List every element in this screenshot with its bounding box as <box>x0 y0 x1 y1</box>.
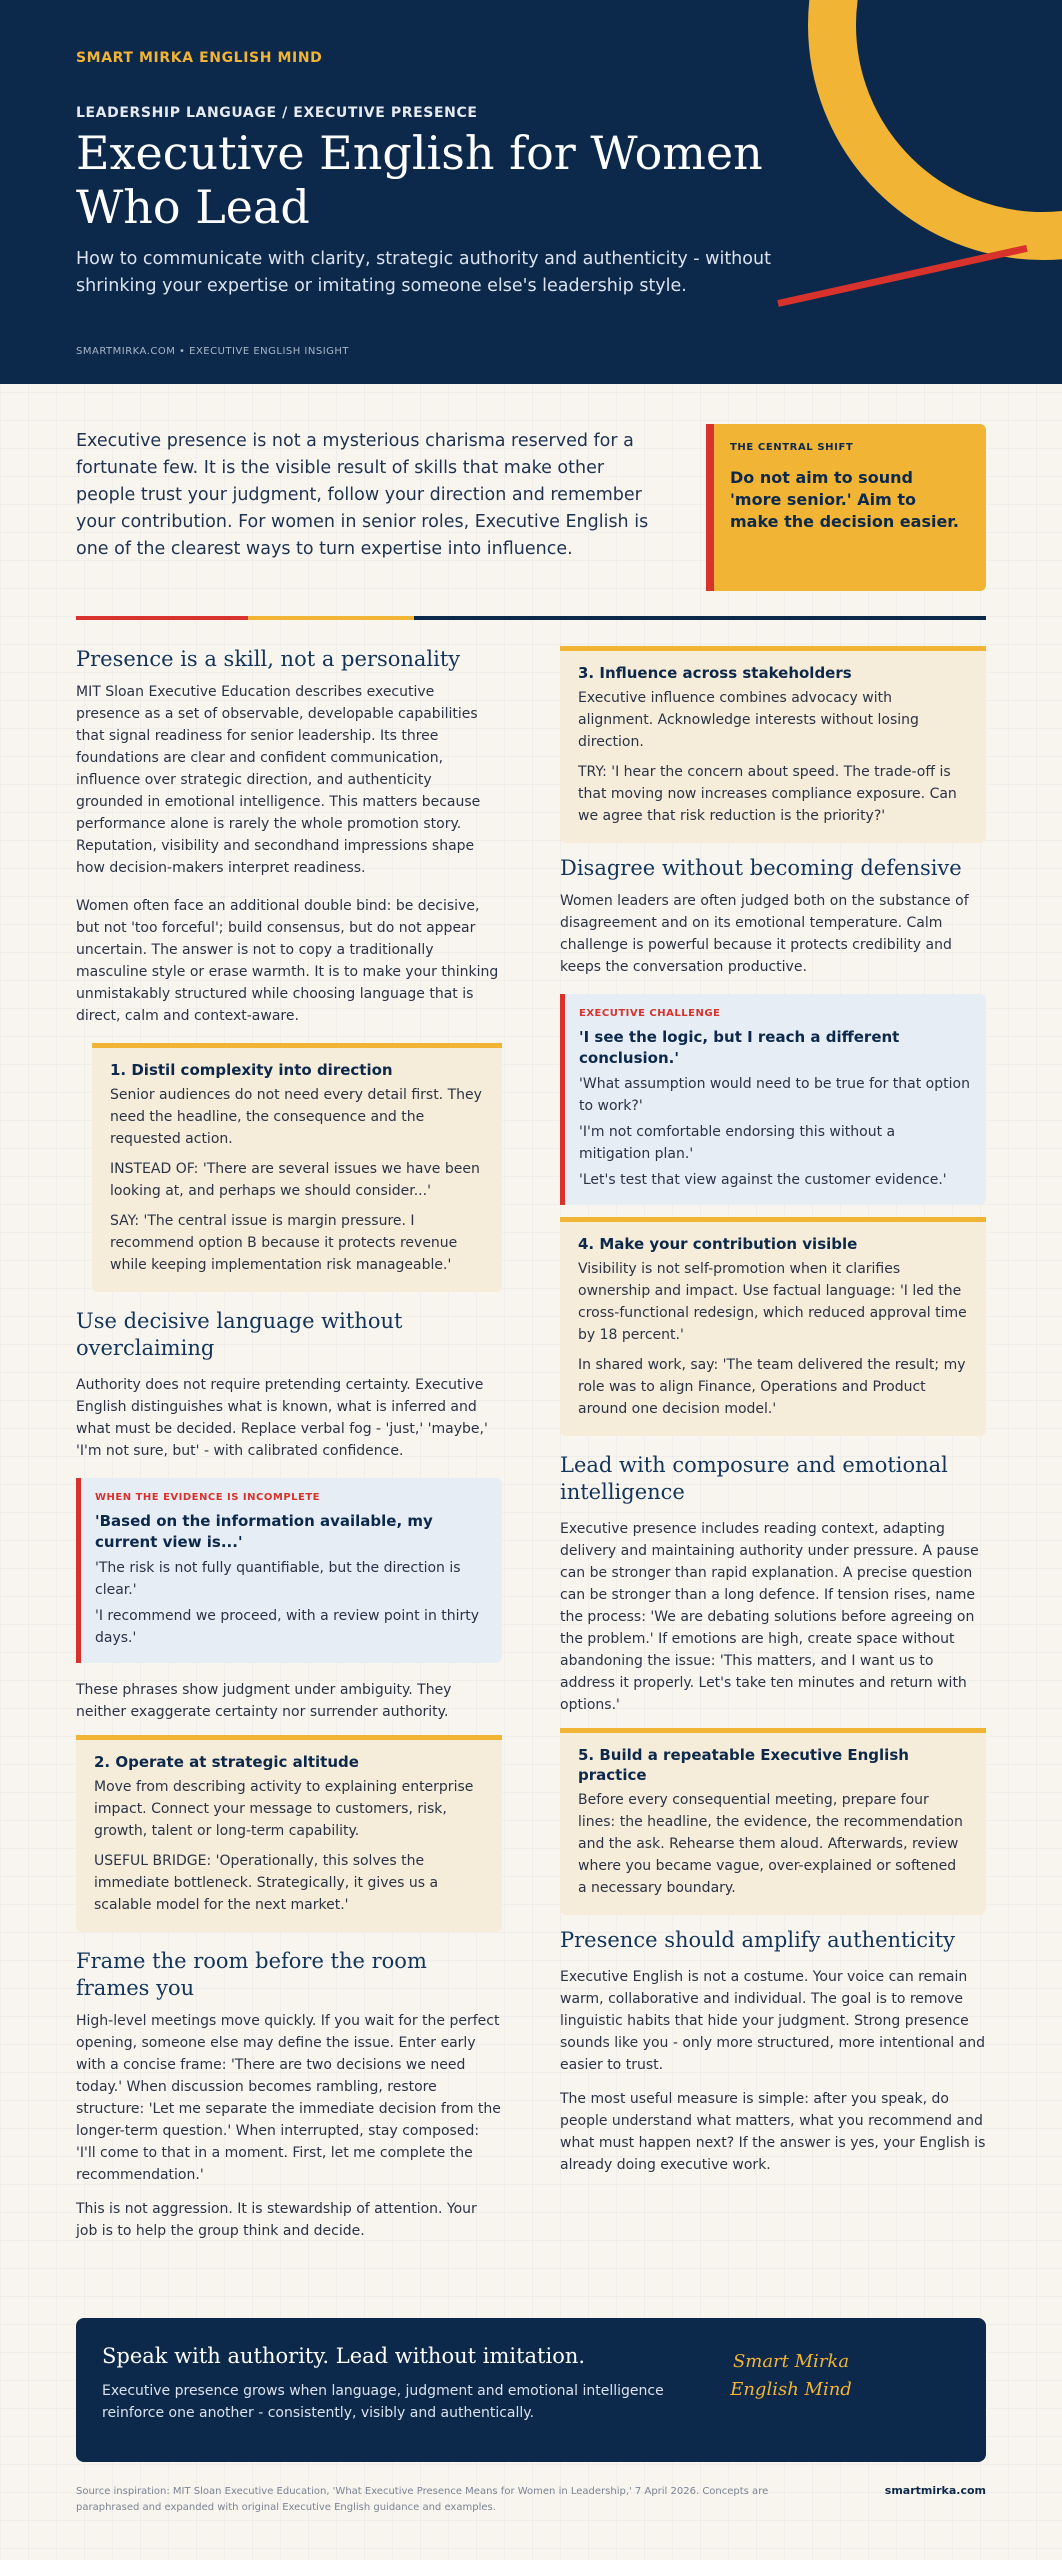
callout-tag: WHEN THE EVIDENCE IS INCOMPLETE <box>95 1492 320 1503</box>
banner-title: Speak with authority. Lead without imitation. <box>102 2344 586 2368</box>
callout-quote: 'Based on the information available, my current view is...' <box>95 1512 433 1551</box>
tip-card-text: TRY: 'I hear the concern about speed. The trade-off is that moving now increases compliance exposure. Can we agree that risk reduction is the priority?' <box>578 764 957 824</box>
central-shift-box <box>706 424 986 591</box>
section-title-frame: Frame the room before the room frames you <box>76 1949 427 2000</box>
intro-paragraph: Executive presence is not a mysterious charisma reserved for a fortunate few. It is the visible result of skills that make other people trust your judgment, follow your direction and remember your contribution. For women in senior roles, Executive English is one of the clearest ways to turn expertise into influence. <box>76 431 649 559</box>
divider-navy <box>414 616 986 620</box>
callout-incomplete-evidence <box>76 1478 502 1663</box>
tip-card-text: INSTEAD OF: 'There are several issues we have been looking at, and perhaps we should consider...' <box>110 1161 480 1199</box>
section-title-presence: Presence is a skill, not a personality <box>76 647 461 671</box>
tip-card-text: Executive influence combines advocacy with alignment. Acknowledge interests without losing direction. <box>578 690 919 750</box>
callout-executive-challenge <box>560 994 986 1205</box>
divider-red <box>76 616 248 620</box>
callout-text: 'What assumption would need to be true for that option to work?' <box>579 1076 970 1114</box>
tip-card-text: Senior audiences do not need every detail first. They need the headline, the consequence and the requested action. <box>110 1087 482 1147</box>
page-title: Executive English for Women Who Lead <box>76 126 763 234</box>
logo-line: English Mind <box>730 2379 852 2400</box>
tip-card-text: Move from describing activity to explaining enterprise impact. Connect your message to customers, risk, growth, talent or long-term capability. <box>94 1779 474 1839</box>
section-title-composure: Lead with composure and emotional intelligence <box>560 1453 948 1504</box>
section-paragraph: These phrases show judgment under ambiguity. They neither exaggerate certainty nor surrender authority. <box>76 1682 452 1720</box>
section-paragraph: This is not aggression. It is stewardship of attention. Your job is to help the group think and decide. <box>76 2201 477 2239</box>
tip-card-text: In shared work, say: 'The team delivered the result; my role was to align Finance, Operations and Product around one decision model.' <box>578 1357 966 1417</box>
left-column <box>76 646 502 2242</box>
gold-ring-decoration <box>808 0 1062 260</box>
callout-tag: EXECUTIVE CHALLENGE <box>579 1008 721 1019</box>
section-paragraph: Women often face an additional double bind: be decisive, but not 'too forceful'; build consensus, but do not appear uncertain. The answer is not to copy a traditionally masculine style or erase warmth. It is to make your thinking unmistakably structured while choosing language that is direct, calm and context-aware. <box>76 898 499 1024</box>
header-meta: SMARTMIRKA.COM • EXECUTIVE ENGLISH INSIGHT <box>76 346 350 357</box>
logo-line: Smart Mirka <box>732 2351 850 2372</box>
section-paragraph: MIT Sloan Executive Education describes executive presence as a set of observable, developable capabilities that signal readiness for senior leadership. Its three foundations are clear and confident communication, influence over strategic direction, and authenticity grounded in emotional intelligence. This matters because performance alone is rarely the whole promotion story. Reputation, visibility and secondhand impressions shape how decision-makers interpret readiness. <box>76 684 481 876</box>
closing-banner <box>76 2318 986 2462</box>
callout-text: 'The risk is not fully quantifiable, but the direction is clear.' <box>95 1560 461 1598</box>
section-title-disagree: Disagree without becoming defensive <box>560 856 962 880</box>
brand-name: SMART MIRKA ENGLISH MIND <box>76 50 323 66</box>
callout-quote: 'I see the logic, but I reach a different conclusion.' <box>579 1028 900 1067</box>
tip-card-text: USEFUL BRIDGE: 'Operationally, this solves the immediate bottleneck. Strategically, it gives us a scalable model for the next market.' <box>94 1853 439 1913</box>
tip-card-practice <box>560 1728 986 1915</box>
right-column <box>560 646 986 2176</box>
kicker: LEADERSHIP LANGUAGE / EXECUTIVE PRESENCE <box>76 105 478 121</box>
section-title-decisive: Use decisive language without overclaiming <box>76 1309 403 1360</box>
callout-text: 'I'm not comfortable endorsing this without a mitigation plan.' <box>579 1124 896 1162</box>
site-link[interactable]: smartmirka.com <box>884 2484 986 2497</box>
page-subtitle: How to communicate with clarity, strategic authority and authenticity - without shrinking your expertise or imitating someone else's leadership style. <box>76 249 771 296</box>
tip-card-distil <box>92 1043 502 1292</box>
tip-card-title: 2. Operate at strategic altitude <box>94 1753 359 1771</box>
divider-gold <box>248 616 414 620</box>
central-shift-text: Do not aim to sound 'more senior.' Aim to make the decision easier. <box>730 468 959 531</box>
central-shift-tag: THE CENTRAL SHIFT <box>730 442 854 453</box>
brand-logo <box>716 2348 866 2404</box>
tip-card-influence <box>560 646 986 843</box>
section-paragraph: The most useful measure is simple: after you speak, do people understand what matters, what you recommend and what must happen next? If the answer is yes, your English is already doing executive work. <box>560 2091 986 2173</box>
section-paragraph: Authority does not require pretending certainty. Executive English distinguishes what is known, what is inferred and what must be decided. Replace verbal fog - 'just,' 'maybe,' 'I'm not sure, but' - with calibrated confidence. <box>76 1377 488 1459</box>
callout-text: 'I recommend we proceed, with a review point in thirty days.' <box>95 1608 480 1646</box>
source-note: Source inspiration: MIT Sloan Executive Education, 'What Executive Presence Means for Women in Leadership,' 7 April 2026. Concepts are paraphrased and expanded with original Executive English guidance and examples. <box>76 2486 769 2513</box>
section-paragraph: High-level meetings move quickly. If you wait for the perfect opening, someone else may define the issue. Enter early with a concise frame: 'There are two decisions we need today.' When discussion becomes rambling, restore structure: 'Let me separate the immediate decision from the longer-term question.' When interrupted, stay composed: 'I'll come to that in a moment. First, let me complete the recommendation.' <box>76 2013 501 2183</box>
tip-card-altitude <box>76 1735 502 1932</box>
hero-header <box>0 0 1062 384</box>
tip-card-title: 4. Make your contribution visible <box>578 1235 858 1253</box>
section-paragraph: Executive English is not a costume. Your voice can remain warm, collaborative and individual. The goal is to remove linguistic habits that hide your judgment. Strong presence sounds like you - only more structured, more intentional and easier to trust. <box>560 1969 985 2073</box>
tip-card-visible <box>560 1217 986 1436</box>
banner-text: Executive presence grows when language, judgment and emotional intelligence reinforce one another - consistently, visibly and authentically. <box>102 2383 664 2421</box>
tip-card-title: 3. Influence across stakeholders <box>578 664 852 682</box>
section-title-authenticity: Presence should amplify authenticity <box>560 1928 956 1952</box>
tip-card-title: 1. Distil complexity into direction <box>110 1061 393 1079</box>
section-paragraph: Women leaders are often judged both on the substance of disagreement and on its emotional temperature. Calm challenge is powerful because it protects credibility and keeps the conversation productive. <box>560 893 969 975</box>
tip-card-text: Visibility is not self-promotion when it clarifies ownership and impact. Use factual language: 'I led the cross-functional redesign, which reduced approval time by 18 percent.' <box>578 1261 967 1343</box>
tip-card-text: Before every consequential meeting, prepare four lines: the headline, the evidence, the recommendation and the ask. Rehearse them aloud. Afterwards, review where you became vague, over-explained or softened a necessary boundary. <box>578 1792 963 1896</box>
tip-card-title: 5. Build a repeatable Executive English practice <box>578 1746 909 1784</box>
tip-card-text: SAY: 'The central issue is margin pressure. I recommend option B because it protects revenue while keeping implementation risk manageable.' <box>110 1213 458 1273</box>
section-paragraph: Executive presence includes reading context, adapting delivery and maintaining authority under pressure. A pause can be stronger than rapid explanation. A precise question can be stronger than a long defence. If tension rises, name the process: 'We are debating solutions before agreeing on the problem.' If emotions are high, create space without abandoning the issue: 'This matters, and I want us to address it properly. Let's take ten minutes and return with options.' <box>560 1521 979 1713</box>
callout-text: 'Let's test that view against the customer evidence.' <box>579 1172 947 1188</box>
